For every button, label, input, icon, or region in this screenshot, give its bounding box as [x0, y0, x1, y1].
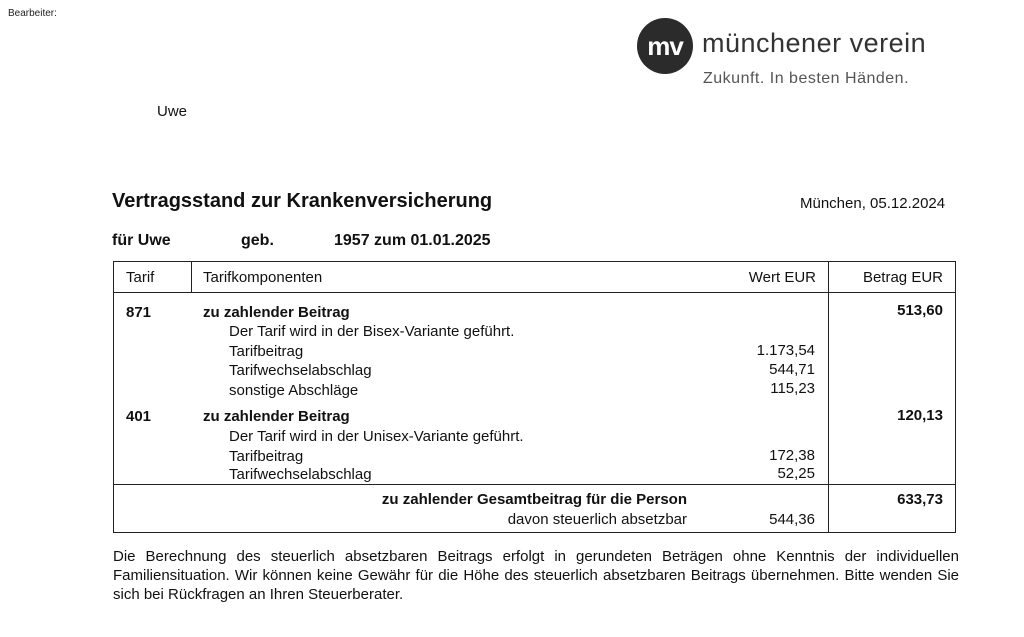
- row-label: sonstige Abschläge: [229, 382, 359, 399]
- header-value: Wert EUR: [748, 269, 816, 286]
- subline-year-date: 1957 zum 01.01.2025: [334, 232, 491, 249]
- subline-born: geb.: [241, 232, 274, 249]
- header-components: Tarifkomponenten: [203, 269, 323, 286]
- group-label: zu zahlender Beitrag: [203, 304, 350, 321]
- logo-company-name: münchener verein: [702, 28, 927, 58]
- total-amount: 633,73: [897, 491, 943, 508]
- row-label: Tarifbeitrag: [229, 448, 304, 465]
- group-amount: 513,60: [897, 302, 943, 319]
- row-value: 544,71: [769, 361, 815, 378]
- group-label: zu zahlender Beitrag: [203, 408, 350, 425]
- logo-mark: [637, 18, 693, 74]
- deductible-value: 544,36: [769, 511, 815, 528]
- editor-label: Bearbeiter:: [8, 8, 57, 19]
- row-value: 172,38: [769, 447, 815, 464]
- document-title: Vertragsstand zur Krankenversicherung: [112, 190, 493, 212]
- grid-line: [114, 484, 955, 485]
- group-amount: 120,13: [897, 407, 943, 424]
- row-value: 1.173,54: [756, 342, 815, 359]
- grid-line: [114, 292, 955, 293]
- row-value: 115,23: [770, 380, 815, 397]
- group-note: Der Tarif wird in der Bisex-Variante geführt.: [229, 323, 515, 340]
- logo-slogan: Zukunft. In besten Händen.: [703, 70, 910, 87]
- logo-mark-text: mv: [647, 30, 683, 61]
- header-tarif: Tarif: [126, 269, 155, 286]
- place-date: München, 05.12.2024: [800, 195, 946, 212]
- footer-note: Die Berechnung des steuerlich absetzbaren Beitrags erfolgt in gerundeten Beträgen ohne Kenntnis der individuellen Familiensituation. Wir können keine Gewähr für die Höhe des steuerlich absetzbaren Beitrags übernehmen. Bitte wenden Sie sich bei Rückfragen an Ihren Steuerberater.: [113, 548, 959, 603]
- total-label: zu zahlender Gesamtbeitrag für die Person: [381, 491, 687, 508]
- row-label: Tarifwechselabschlag: [229, 466, 372, 483]
- group-tarif: 871: [126, 304, 152, 321]
- recipient-name: Uwe: [157, 103, 188, 120]
- contract-table: [113, 261, 956, 533]
- header-amount: Betrag EUR: [862, 269, 943, 286]
- row-value: 52,25: [777, 465, 815, 482]
- group-note: Der Tarif wird in der Unisex-Variante geführt.: [229, 428, 524, 445]
- subline-for: für Uwe: [112, 232, 171, 249]
- deductible-label: davon steuerlich absetzbar: [507, 511, 687, 528]
- row-label: Tarifwechselabschlag: [229, 362, 372, 379]
- grid-line: [191, 262, 192, 293]
- group-tarif: 401: [126, 408, 152, 425]
- row-label: Tarifbeitrag: [229, 343, 304, 360]
- grid-line: [828, 262, 829, 532]
